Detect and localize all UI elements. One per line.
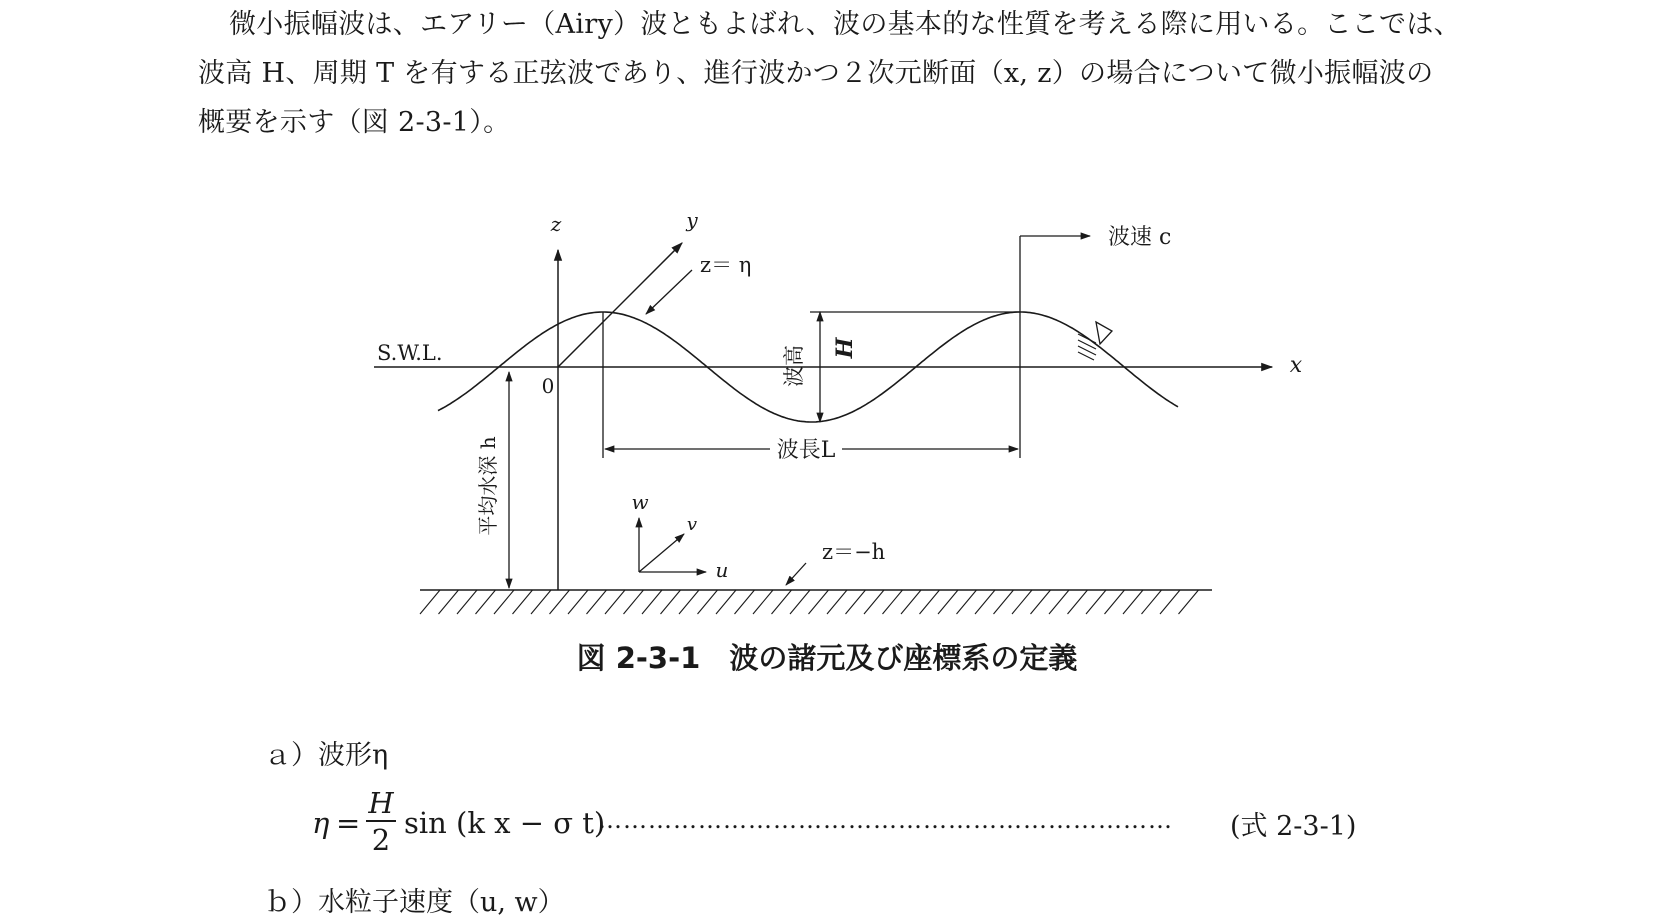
- sea-bed-hatch-line: [624, 590, 644, 614]
- sea-bed-hatch-line: [809, 590, 829, 614]
- bottom-equation-label: z＝−h: [822, 540, 886, 564]
- velocity-v-label: v: [686, 514, 698, 535]
- wave-height-label: 波高: [782, 345, 806, 387]
- y-axis-line: [558, 243, 682, 367]
- sea-bed-hatch-line: [716, 590, 736, 614]
- swl-hatch-icon: [1078, 334, 1096, 360]
- section-b-heading: ｂ）水粒子速度（u, w）: [264, 887, 565, 918]
- wavelength-label: 波長L: [776, 438, 836, 463]
- x-axis-label: x: [1289, 353, 1303, 378]
- velocity-w-label: w: [631, 490, 649, 514]
- sea-bed-hatch-line: [698, 590, 718, 614]
- sea-bed-hatch-line: [846, 590, 866, 614]
- surface-pointer: [646, 270, 692, 314]
- eq-fraction: [364, 786, 398, 858]
- eq-numerator: H: [368, 786, 394, 820]
- sea-bed-hatch-line: [957, 590, 977, 614]
- sea-bed-hatch-line: [605, 590, 625, 614]
- sea-bed-hatch: [420, 590, 1199, 614]
- sea-bed-hatch-line: [513, 590, 533, 614]
- figure-caption-title: 波の諸元及び座標系の定義: [729, 641, 1078, 675]
- bottom-pointer: [786, 563, 806, 585]
- sea-bed-hatch-line: [1123, 590, 1143, 614]
- sea-bed-hatch-line: [920, 590, 940, 614]
- sea-bed-hatch-line: [587, 590, 607, 614]
- eq-denominator: 2: [371, 823, 391, 857]
- eq-reference: (式 2-3-1): [1230, 811, 1357, 842]
- paragraph-line-1: 微小振幅波は、エアリー（Airy）波ともよばれ、波の基本的な性質を考える際に用いる。ここでは、: [229, 9, 1461, 40]
- paragraph-line-2: 波高 H、周期 T を有する正弦波であり、進行波かつ２次元断面（x, z）の場合について微小振幅波の: [198, 58, 1434, 89]
- surface-equation-label: z＝ η: [700, 253, 752, 277]
- velocity-u-label: u: [715, 558, 729, 582]
- sea-bed-hatch-line: [975, 590, 995, 614]
- eq-equals: =: [336, 806, 361, 840]
- sea-bed-hatch-line: [420, 590, 440, 614]
- sea-bed-hatch-line: [1012, 590, 1032, 614]
- sea-bed-hatch-line: [790, 590, 810, 614]
- sea-bed-hatch-line: [1179, 590, 1199, 614]
- section-a-heading: ａ）波形η: [264, 740, 389, 771]
- sea-bed-hatch-line: [994, 590, 1014, 614]
- sea-bed-hatch-line: [1105, 590, 1125, 614]
- sea-bed-hatch-line: [661, 590, 681, 614]
- sea-bed-hatch-line: [679, 590, 699, 614]
- sea-bed-hatch-line: [1049, 590, 1069, 614]
- sea-bed-hatch-line: [901, 590, 921, 614]
- sea-bed-hatch-line: [883, 590, 903, 614]
- sea-bed-hatch-line: [735, 590, 755, 614]
- sea-bed-hatch-line: [568, 590, 588, 614]
- swl-triangle-icon: [1096, 322, 1112, 344]
- velocity-v-arrow: [639, 534, 684, 572]
- eq-leader-dots: ……………………………………………………………: [598, 806, 1173, 834]
- sea-bed-hatch-line: [938, 590, 958, 614]
- sea-bed-hatch-line: [457, 590, 477, 614]
- y-axis-label: y: [686, 208, 698, 232]
- sea-bed-hatch-line: [1142, 590, 1162, 614]
- figure-caption-number: 図 2-3-1: [576, 641, 701, 675]
- figure-caption: [0, 636, 1654, 677]
- equation-2-3-1: [312, 786, 1362, 862]
- wave-speed-label: 波速 c: [1108, 225, 1172, 250]
- wave-height-symbol: H: [832, 337, 858, 359]
- sea-bed-hatch-line: [772, 590, 792, 614]
- sea-bed-hatch-line: [642, 590, 662, 614]
- eq-lhs: η: [312, 806, 330, 840]
- sea-bed-hatch-line: [1086, 590, 1106, 614]
- sea-bed-hatch-line: [531, 590, 551, 614]
- sea-bed-hatch-line: [550, 590, 570, 614]
- sea-bed-hatch-line: [494, 590, 514, 614]
- z-axis-label: z: [550, 212, 562, 236]
- sea-bed-hatch-line: [827, 590, 847, 614]
- sea-bed-hatch-line: [864, 590, 884, 614]
- paragraph-line-3: 概要を示す（図 2-3-1）。: [198, 107, 511, 138]
- mean-depth-label: 平均水深 h: [476, 436, 500, 536]
- sea-bed-hatch-line: [439, 590, 459, 614]
- origin-label: 0: [541, 374, 555, 398]
- sea-bed-hatch-line: [1160, 590, 1180, 614]
- sea-bed-hatch-line: [753, 590, 773, 614]
- sea-bed-hatch-line: [476, 590, 496, 614]
- sea-bed-hatch-line: [1068, 590, 1088, 614]
- swl-label: S.W.L.: [377, 341, 443, 365]
- eq-rhs: sin (k x − σ t): [404, 806, 606, 840]
- sea-bed-hatch-line: [1031, 590, 1051, 614]
